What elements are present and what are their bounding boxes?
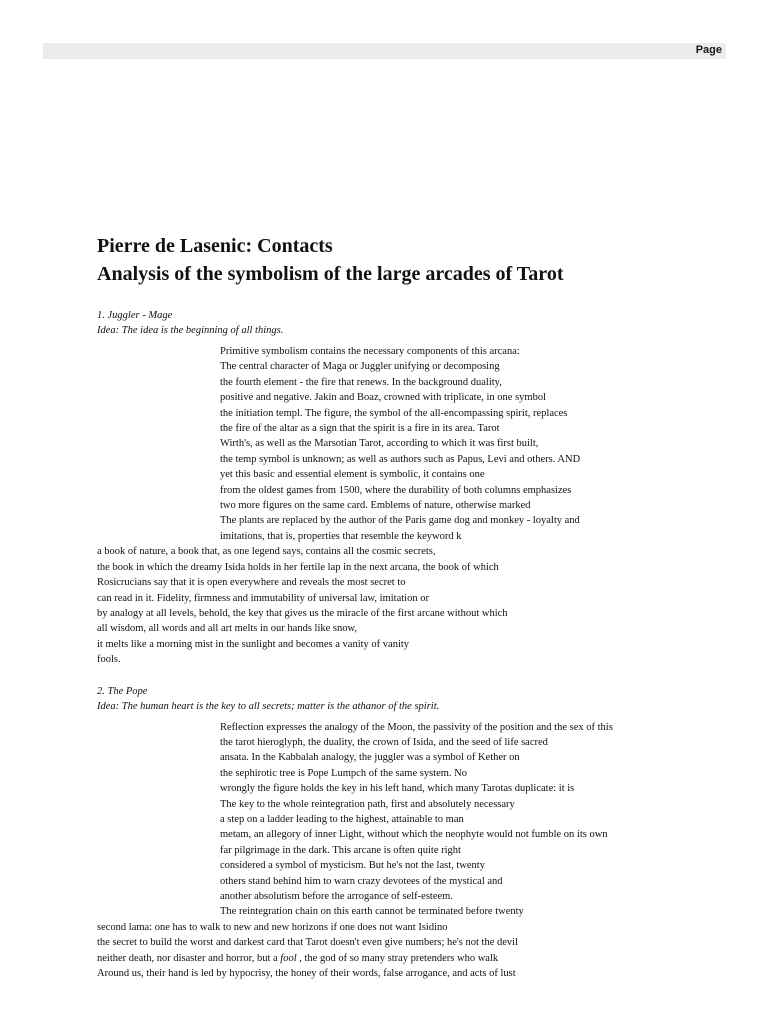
section-heading: 2. The Pope: [97, 685, 148, 697]
text-line: a step on a ladder leading to the highest, attainable to man: [220, 813, 464, 825]
text-line: the sephirotic tree is Pope Lumpch of the same system. No: [220, 767, 467, 779]
text-line: it melts like a morning mist in the sunlight and becomes a vanity of vanity: [97, 638, 410, 650]
text-line: second lama: one has to walk to new and new horizons if one does not want Isidino: [97, 921, 448, 933]
text-line: the fire of the altar as a sign that the spirit is a fire in its area. Tarot: [220, 423, 500, 435]
text-line: fools.: [97, 654, 121, 666]
text-line: The reintegration chain on this earth cannot be terminated before twenty: [220, 906, 524, 918]
text-line: considered a symbol of mysticism. But he's not the last, twenty: [220, 860, 485, 872]
text-line: wrongly the figure holds the key in his left hand, which many Tarotas duplicate: it is: [220, 783, 575, 795]
text-line: another absolutism before the arrogance of self-esteem.: [220, 891, 453, 902]
section-lines: [97, 344, 697, 668]
text-line: by analogy at all levels, behold, the key that gives us the miracle of the first arcane without which: [97, 607, 508, 619]
text-line: yet this basic and essential element is symbolic, it contains one: [220, 469, 485, 481]
title-line-2: Analysis of the symbolism of the large arcades of Tarot: [97, 263, 564, 285]
text-line: a book of nature, a book that, as one legend says, contains all the cosmic secrets,: [97, 546, 436, 558]
text-line: The key to the whole reintegration path, first and absolutely necessary: [220, 798, 515, 810]
document-body: [97, 232, 697, 981]
text-line: Wirth's, as well as the Marsotian Tarot, according to which it was first built,: [220, 438, 539, 450]
text-line: the secret to build the worst and darkest card that Tarot doesn't even give numbers; he's not the devil: [97, 937, 518, 949]
text-line: imitations, that is, properties that resemble the keyword k: [220, 530, 462, 542]
text-line: The plants are replaced by the author of the Paris game dog and monkey - loyalty and: [220, 515, 580, 527]
text-line: Reflection expresses the analogy of the Moon, the passivity of the position and the sex of this: [220, 721, 613, 733]
text-line: Rosicrucians say that it is open everywhere and reveals the most secret to: [97, 577, 406, 589]
text-line: can read in it. Fidelity, firmness and immutability of universal law, imitation or: [97, 592, 429, 604]
text-line: the fourth element - the fire that renews. In the background duality,: [220, 376, 502, 388]
text-line: all wisdom, all words and all art melts in our hands like snow,: [97, 623, 358, 635]
text-line: others stand behind him to warn crazy devotees of the mystical and: [220, 875, 503, 887]
text-line: the book in which the dreamy Isida holds in her fertile lap in the next arcana, the book of which: [97, 561, 499, 573]
section-idea: Idea: The human heart is the key to all secrets; matter is the athanor of the spirit.: [97, 700, 440, 712]
text-line: two more figures on the same card. Emblems of nature, otherwise marked: [220, 500, 531, 512]
page-header-bar: [43, 43, 726, 59]
text-line: The central character of Maga or Juggler unifying or decomposing: [220, 361, 500, 373]
text-line: neither death, nor disaster and horror, but a fool , the god of so many stray pretenders who walk: [97, 952, 499, 964]
text-line: the initiation templ. The figure, the symbol of the all-encompassing spirit, replaces: [220, 407, 568, 419]
text-line: the tarot hieroglyph, the duality, the crown of Isida, and the seed of life sacred: [220, 736, 548, 748]
section-lines: [97, 720, 697, 982]
page-label: Page: [695, 44, 722, 56]
text-line: Primitive symbolism contains the necessary components of this arcana:: [220, 346, 520, 357]
text-line: positive and negative. Jakin and Boaz, crowned with triplicate, in one symbol: [220, 392, 547, 404]
text-line: from the oldest games from 1500, where the durability of both columns emphasizes: [220, 484, 572, 496]
text-line: far pilgrimage in the dark. This arcane is often quite right: [220, 844, 461, 856]
text-line: ansata. In the Kabbalah analogy, the juggler was a symbol of Kether on: [220, 752, 520, 764]
document-title: [97, 232, 697, 288]
text-line: Around us, their hand is led by hypocrisy, the honey of their words, false arrogance, and acts of lust: [97, 968, 516, 980]
section-idea: Idea: The idea is the beginning of all things.: [97, 325, 284, 336]
text-line: metam, an allegory of inner Light, without which the neophyte would not fumble on its own: [220, 829, 608, 841]
text-line: the temp symbol is unknown; as well as authors such as Papus, Levi and others. AND: [220, 453, 581, 465]
section-juggler: [97, 308, 697, 668]
title-line-1: Pierre de Lasenic: Contacts: [97, 235, 333, 257]
section-heading: 1. Juggler - Mage: [97, 310, 173, 321]
section-pope: [97, 684, 697, 982]
